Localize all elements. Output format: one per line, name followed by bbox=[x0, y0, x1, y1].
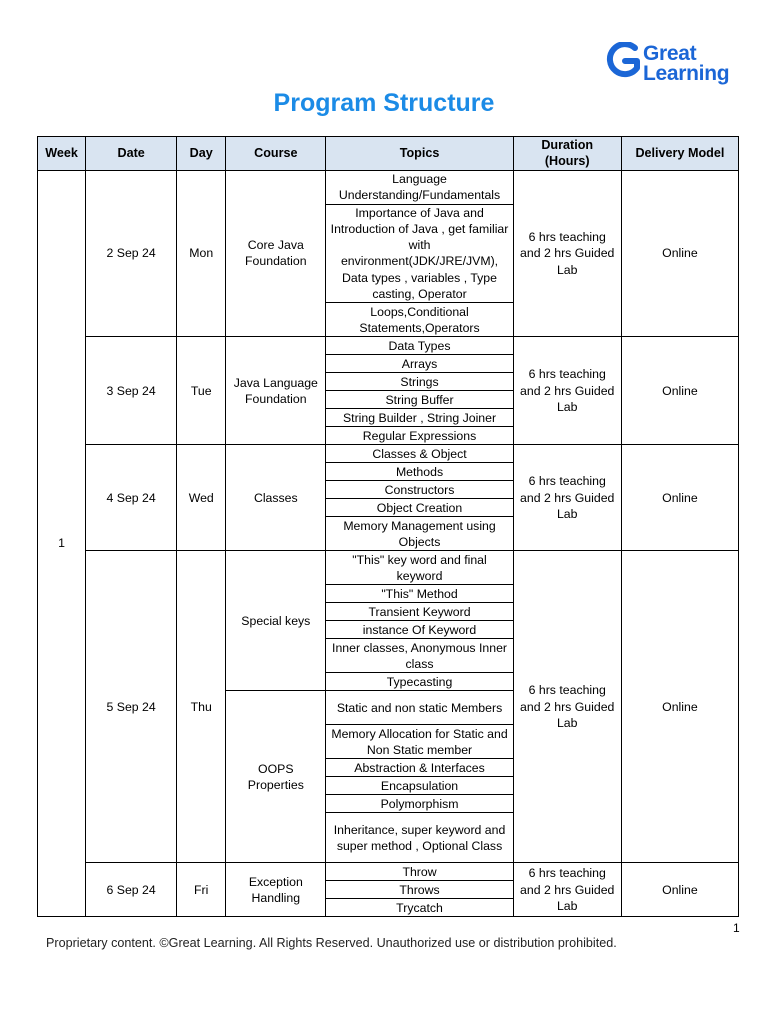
topic-cell: String Buffer bbox=[326, 391, 513, 409]
topic-cell: Classes & Object bbox=[326, 445, 513, 463]
logo-text-line2: Learning bbox=[643, 62, 730, 85]
table-row bbox=[38, 551, 739, 585]
logo-text-line1: Great bbox=[643, 42, 697, 65]
delivery-cell: Online bbox=[621, 551, 738, 863]
course-cell: Exception Handling bbox=[226, 863, 326, 917]
header-day: Day bbox=[177, 137, 226, 171]
topic-cell: Abstraction & Interfaces bbox=[326, 759, 513, 777]
topic-cell: Regular Expressions bbox=[326, 427, 513, 445]
table-row bbox=[38, 170, 739, 204]
topic-cell: Data Types bbox=[326, 337, 513, 355]
program-schedule-table bbox=[37, 136, 739, 917]
topic-cell: Trycatch bbox=[326, 899, 513, 917]
page-number: 1 bbox=[733, 921, 740, 935]
topic-cell: "This" Method bbox=[326, 585, 513, 603]
topic-cell: Object Creation bbox=[326, 499, 513, 517]
header-topics: Topics bbox=[326, 137, 513, 171]
table-row bbox=[38, 863, 739, 881]
day-cell: Fri bbox=[177, 863, 226, 917]
topic-cell: Polymorphism bbox=[326, 795, 513, 813]
topic-cell: Static and non static Members bbox=[326, 691, 513, 725]
topic-cell: Methods bbox=[326, 463, 513, 481]
topic-cell: Loops,Conditional Statements,Operators bbox=[326, 303, 513, 337]
topic-cell: Typecasting bbox=[326, 673, 513, 691]
table-row bbox=[38, 337, 739, 355]
date-cell: 4 Sep 24 bbox=[86, 445, 177, 551]
topic-cell: Transient Keyword bbox=[326, 603, 513, 621]
topic-cell: Memory Allocation for Static and Non Static member bbox=[326, 725, 513, 759]
topic-cell: Memory Management using Objects bbox=[326, 517, 513, 551]
delivery-cell: Online bbox=[621, 337, 738, 445]
duration-cell: 6 hrs teaching and 2 hrs Guided Lab bbox=[513, 337, 621, 445]
great-learning-logo bbox=[606, 42, 746, 86]
topic-cell: Constructors bbox=[326, 481, 513, 499]
day-cell: Mon bbox=[177, 170, 226, 337]
course-cell: Java Language Foundation bbox=[226, 337, 326, 445]
header-date: Date bbox=[86, 137, 177, 171]
great-learning-g-icon bbox=[606, 42, 640, 82]
week-cell: 1 bbox=[38, 170, 86, 917]
header-course: Course bbox=[226, 137, 326, 171]
delivery-cell: Online bbox=[621, 445, 738, 551]
topic-cell: Inheritance, super keyword and super method , Optional Class bbox=[326, 813, 513, 863]
header-duration-line2: (Hours) bbox=[544, 154, 590, 169]
course-cell: Core Java Foundation bbox=[226, 170, 326, 337]
topic-cell: Arrays bbox=[326, 355, 513, 373]
duration-cell: 6 hrs teaching and 2 hrs Guided Lab bbox=[513, 445, 621, 551]
duration-cell: 6 hrs teaching and 2 hrs Guided Lab bbox=[513, 551, 621, 863]
topic-cell: Inner classes, Anonymous Inner class bbox=[326, 639, 513, 673]
topic-cell: "This" key word and final keyword bbox=[326, 551, 513, 585]
duration-cell: 6 hrs teaching and 2 hrs Guided Lab bbox=[513, 170, 621, 337]
date-cell: 6 Sep 24 bbox=[86, 863, 177, 917]
date-cell: 3 Sep 24 bbox=[86, 337, 177, 445]
topic-cell: Encapsulation bbox=[326, 777, 513, 795]
duration-cell: 6 hrs teaching and 2 hrs Guided Lab bbox=[513, 863, 621, 917]
topic-cell: Strings bbox=[326, 373, 513, 391]
header-duration bbox=[513, 137, 621, 171]
header-week: Week bbox=[38, 137, 86, 171]
topic-cell: instance Of Keyword bbox=[326, 621, 513, 639]
delivery-cell: Online bbox=[621, 170, 738, 337]
footer-notice: Proprietary content. ©Great Learning. All Rights Reserved. Unauthorized use or distribution prohibited. bbox=[46, 936, 617, 950]
day-cell: Wed bbox=[177, 445, 226, 551]
header-duration-line1: Duration bbox=[541, 138, 594, 152]
topic-cell: Language Understanding/Fundamentals bbox=[326, 170, 513, 204]
course-cell: Special keys bbox=[226, 551, 326, 691]
topic-cell: Throw bbox=[326, 863, 513, 881]
day-cell: Tue bbox=[177, 337, 226, 445]
date-cell: 2 Sep 24 bbox=[86, 170, 177, 337]
topic-cell: Importance of Java and Introduction of Java , get familiar with environment(JDK/JRE/JVM), Data types , variables , Type casting, Operator bbox=[326, 204, 513, 303]
course-cell: OOPS Properties bbox=[226, 691, 326, 863]
page-title: Program Structure bbox=[273, 89, 495, 117]
header-row bbox=[38, 137, 739, 171]
date-cell: 5 Sep 24 bbox=[86, 551, 177, 863]
topic-cell: String Builder , String Joiner bbox=[326, 409, 513, 427]
course-cell: Classes bbox=[226, 445, 326, 551]
delivery-cell: Online bbox=[621, 863, 738, 917]
table-row bbox=[38, 445, 739, 463]
day-cell: Thu bbox=[177, 551, 226, 863]
header-delivery-model: Delivery Model bbox=[621, 137, 738, 171]
topic-cell: Throws bbox=[326, 881, 513, 899]
